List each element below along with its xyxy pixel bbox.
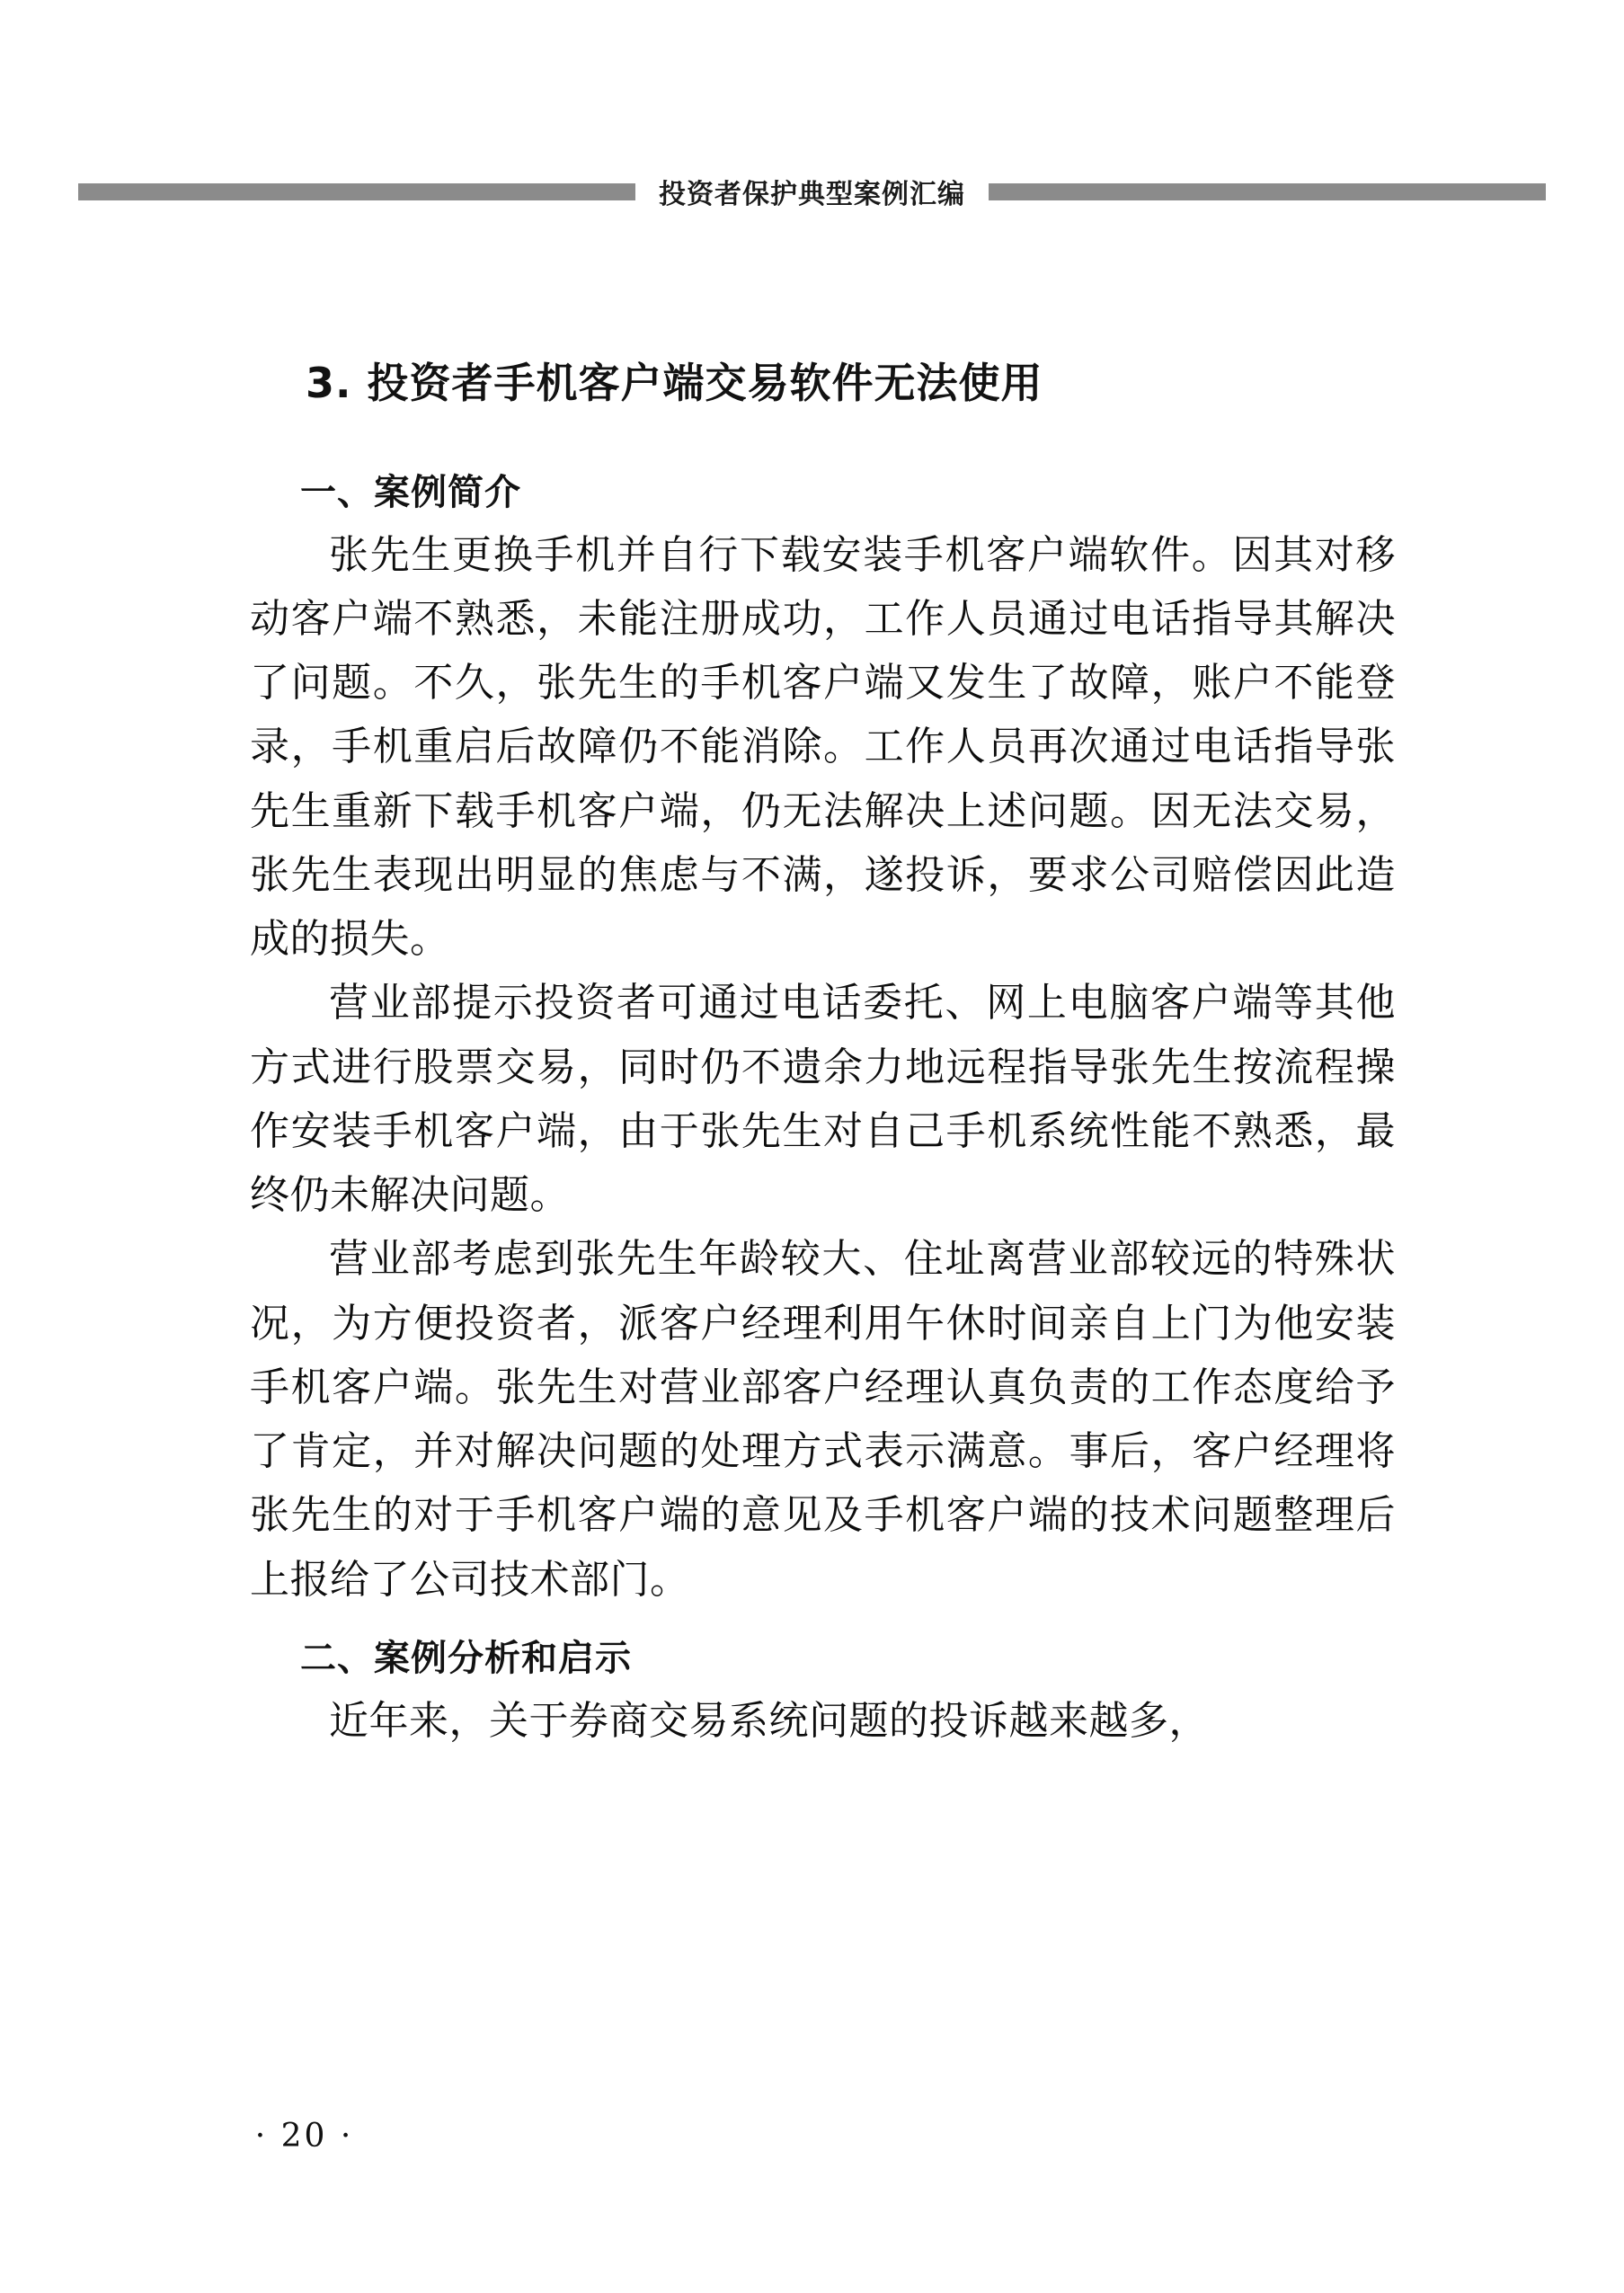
subsection-heading-1: 一、案例简介 <box>300 471 521 513</box>
paragraph: 营业部提示投资者可通过电话委托、网上电脑客户端等其他方式进行股票交易，同时仍不遗余力地远程指导张先生按流程操作安装手机客户端，由于张先生对自己手机系统性能不熟悉，最终仍未解决问题。 <box>250 980 1396 1219</box>
running-header-title: 投资者保护典型案例汇编 <box>659 179 965 210</box>
page-number-label: · 20 · <box>254 2118 354 2155</box>
paragraph: 张先生更换手机并自行下载安装手机客户端软件。因其对移动客户端不熟悉，未能注册成功，工作人员通过电话指导其解决了问题。不久，张先生的手机客户端又发生了故障，账户不能登录，手机重启后故障仍不能消除。工作人员再次通过电话指导张先生重新下载手机客户端，仍无法解决上述问题。因无法交易，张先生表现出明显的焦虑与不满，遂投诉，要求公司赔偿因此造成的损失。 <box>250 531 1396 963</box>
page-content <box>250 358 1396 1753</box>
page-title: 3. 投资者手机客户端交易软件无法使用 <box>306 359 1043 407</box>
subsection-heading-2: 二、案例分析和启示 <box>300 1638 632 1680</box>
header-rule-right <box>989 183 1546 200</box>
running-header <box>0 176 1624 210</box>
paragraph: 营业部考虑到张先生年龄较大、住址离营业部较远的特殊状况，为方便投资者，派客户经理利用午休时间亲自上门为他安装手机客户端。张先生对营业部客户经理认真负责的工作态度给予了肯定，并对解决问题的处理方式表示满意。事后，客户经理将张先生的对于手机客户端的意见及手机客户端的技术问题整理后上报给了公司技术部门。 <box>250 1236 1396 1603</box>
paragraph: 近年来，关于券商交易系统问题的投诉越来越多， <box>329 1698 1209 1745</box>
page-number <box>0 2118 1624 2155</box>
header-rule-left <box>78 183 635 200</box>
